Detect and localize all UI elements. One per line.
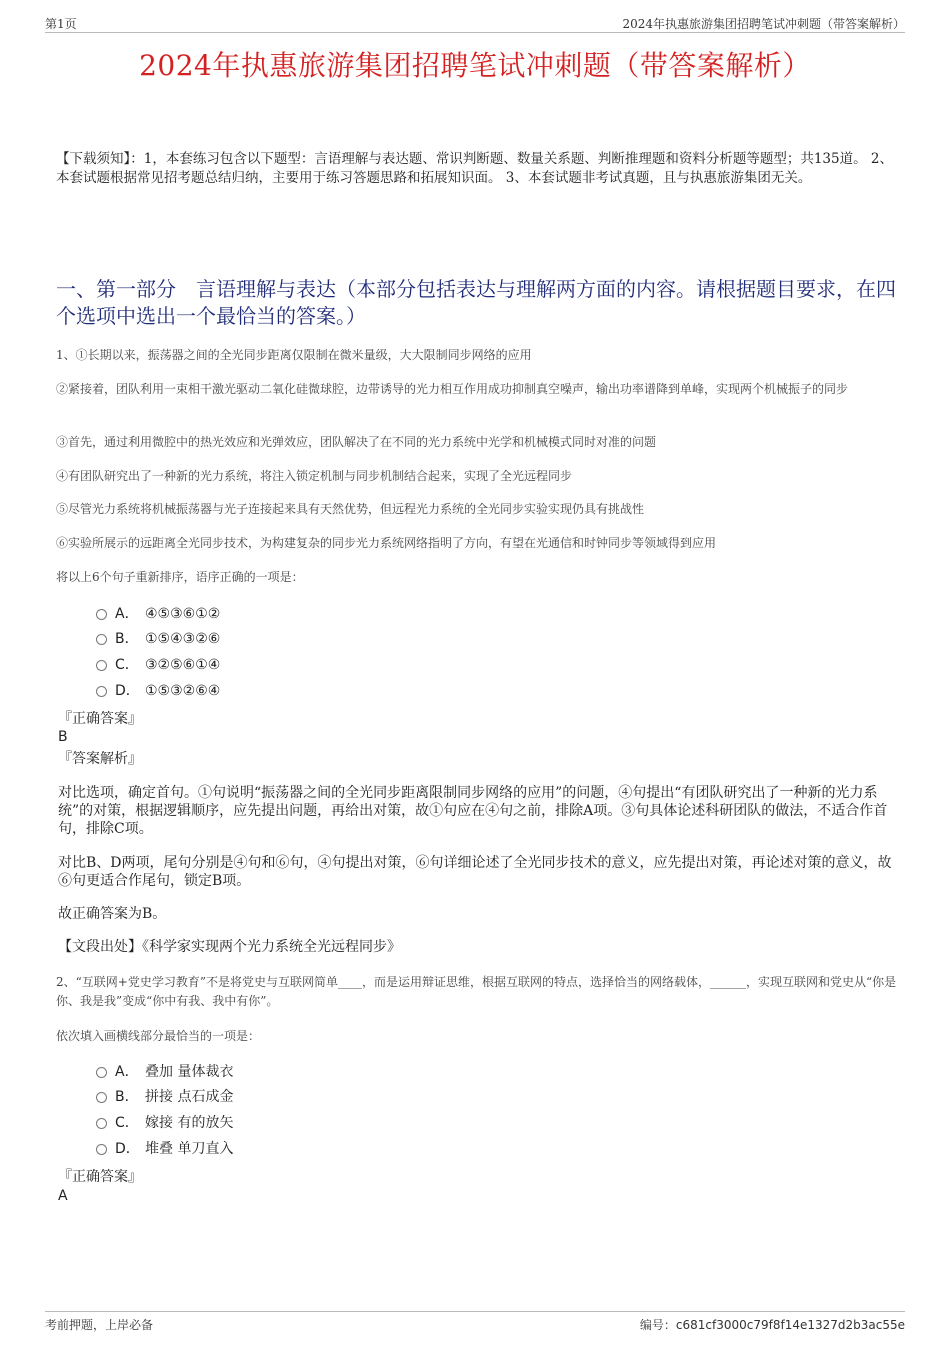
radio-icon[interactable] <box>96 1118 107 1129</box>
q2-option-c[interactable]: C． 嫁接 有的放矢 <box>96 1113 233 1133</box>
q1-prompt: 将以上6个句子重新排序，语序正确的一项是： <box>56 570 304 584</box>
radio-icon[interactable] <box>96 660 107 671</box>
radio-icon[interactable] <box>96 1067 107 1078</box>
footer-slogan: 考前押题，上岸必备 <box>45 1318 154 1332</box>
q1-analysis-p2: 对比B、D两项，尾句分别是④句和⑥句，④句提出对策，⑥句详细论述了全光同步技术的意义，应先提出对策，再论述对策的意义，故⑥句更适合作尾句，锁定B项。 <box>58 855 892 889</box>
radio-icon[interactable] <box>96 1144 107 1155</box>
q2-answer: A <box>58 1188 68 1204</box>
section-heading <box>56 276 896 330</box>
q2-answer-label: 『正确答案』 <box>58 1169 142 1185</box>
q1-answer-label: 『正确答案』 <box>58 711 142 727</box>
q1-sentence-4: ④有团队研究出了一种新的光力系统，将注入锁定机制与同步机制结合起来，实现了全光远程同步 <box>56 469 573 483</box>
download-notice: 【下载须知】：1，本套练习包含以下题型：言语理解与表达题、常识判断题、数量关系题、判断推理题和资料分析题等题型；共135道。 2、本套试题根据常见招考题总结归纳，主要用于练习答题思路和拓展知识面。 3、本套试题非考试真题，且与执惠旅游集团无关。 <box>56 151 893 186</box>
q1-sentence-5: ⑤尽管光力系统将机械振荡器与光子连接起来具有天然优势，但远程光力系统的全光同步实验实现仍具有挑战性 <box>56 502 645 516</box>
page-number: 第1页 <box>45 17 77 31</box>
q1-option-a[interactable]: A． ④⑤③⑥①② <box>96 604 220 624</box>
q2-option-b[interactable]: B． 拼接 点石成金 <box>96 1087 233 1107</box>
q2-option-a[interactable]: A． 叠加 量体裁衣 <box>96 1062 233 1082</box>
radio-icon[interactable] <box>96 686 107 697</box>
q2-option-d[interactable]: D． 堆叠 单刀直入 <box>96 1139 233 1159</box>
section-number: 一、第一部分 <box>56 277 176 301</box>
page-header <box>45 12 905 33</box>
q1-option-c[interactable]: C． ③②⑤⑥①④ <box>96 655 220 675</box>
q1-sentence-6: ⑥实验所展示的远距离全光同步技术，为构建复杂的同步光力系统网络指明了方向，有望在光通信和时钟同步等领域得到应用 <box>56 536 717 550</box>
q1-option-d[interactable]: D． ①⑤③②⑥④ <box>96 681 220 701</box>
q1-analysis-p1: 对比选项，确定首句。①句说明“振荡器之间的全光同步距离限制同步网络的应用”的问题，④句提出“有团队研究出了一种新的光力系统”的对策，根据逻辑顺序，应先提出问题，再给出对策，故①句应在④句之前，排除A项。③句具体论述科研团队的做法，不适合作首句，排除C项。 <box>58 785 888 837</box>
radio-icon[interactable] <box>96 609 107 620</box>
footer-code: 编号：c681cf3000c79f8f14e1327d2b3ac55e <box>639 1318 905 1332</box>
page-footer <box>45 1311 905 1336</box>
document-title: 2024年执惠旅游集团招聘笔试冲刺题（带答案解析） <box>139 49 811 82</box>
q1-sentence-2: ②紧接着，团队利用一束相干激光驱动二氧化硅微球腔，边带诱导的光力相互作用成功抑制真空噪声，输出功率谱降到单峰，实现两个机械振子的同步 <box>56 382 849 396</box>
section-title: 言语理解与表达（本部分包括表达与理解两方面的内容。请根据题目要求，在四个选项中选出一个最恰当的答案。） <box>56 277 896 328</box>
q1-sentence-3: ③首先，通过利用微腔中的热光效应和光弹效应，团队解决了在不同的光力系统中光学和机械模式同时对准的问题 <box>56 435 657 449</box>
radio-icon[interactable] <box>96 634 107 645</box>
q1-analysis-label: 『答案解析』 <box>58 751 142 767</box>
q1-source: 【文段出处】《科学家实现两个光力系统全光远程同步》 <box>58 939 401 955</box>
header-doc-title: 2024年执惠旅游集团招聘笔试冲刺题（带答案解析） <box>622 17 905 31</box>
q1-analysis-p3: 故正确答案为B。 <box>58 906 167 922</box>
q1-answer: B <box>58 729 68 745</box>
q2-stem: 2、“互联网+党史学习教育”不是将党史与互联网简单____，而是运用辩证思维，根据互联网的特点，选择恰当的网络载体，______，实现互联网和党史从“你是你、我是我”变成“你中有我、我中有你”。 <box>56 975 897 1008</box>
q1-sentence-1: 1、①长期以来，振荡器之间的全光同步距离仅限制在微米量级，大大限制同步网络的应用 <box>56 348 532 362</box>
radio-icon[interactable] <box>96 1092 107 1103</box>
q1-option-b[interactable]: B． ①⑤④③②⑥ <box>96 629 220 649</box>
q2-prompt: 依次填入画横线部分最恰当的一项是： <box>56 1029 261 1043</box>
